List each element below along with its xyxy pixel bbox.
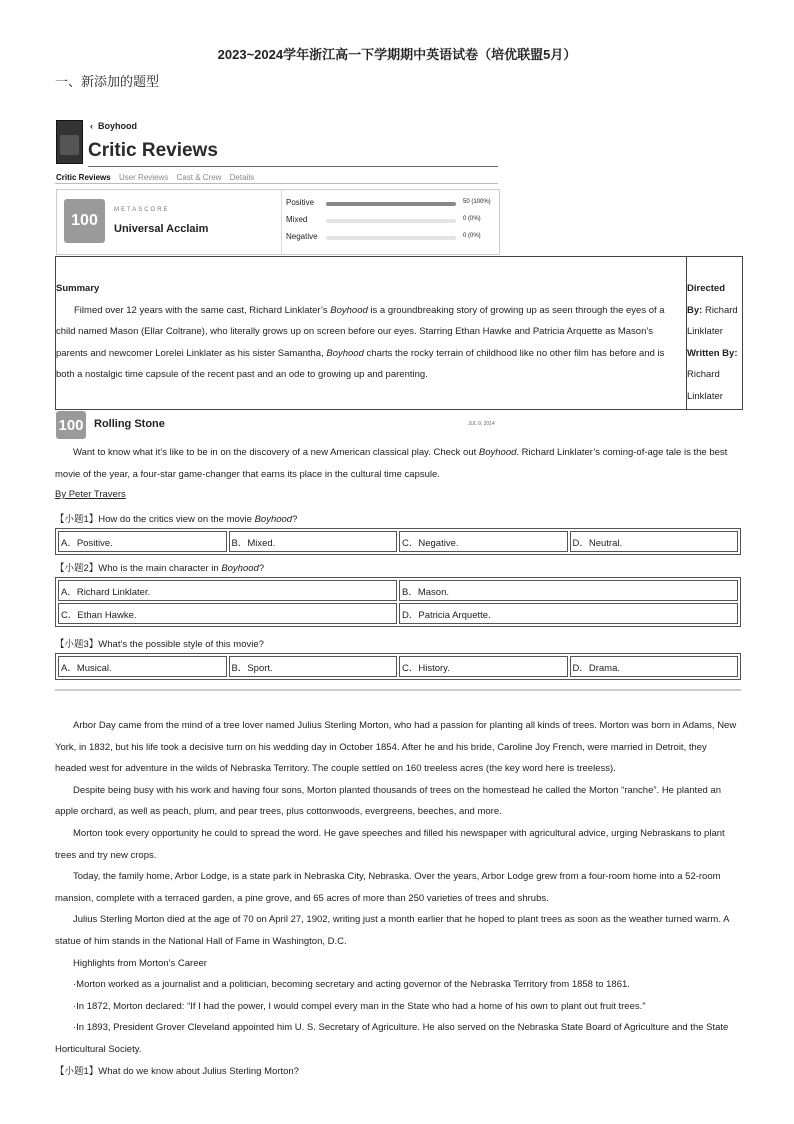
question-2-options (55, 577, 741, 627)
review-text: Want to know what it’s like to be in on the discovery of a new American classical play. Check out Boyhood. Richard Linklater’s coming-of-age tale is the best movie of the year, a four-star game-changer that earns its place in the cultural time capsule. (55, 447, 728, 480)
option-a[interactable]: A．Positive. (58, 531, 227, 552)
arbor-day-article (55, 715, 741, 1082)
negative-label: Negative (286, 232, 318, 241)
movie-poster (56, 120, 83, 164)
review-author-link[interactable]: By Peter Travers (55, 489, 126, 500)
option-a[interactable]: A．Richard Linklater. (58, 580, 397, 601)
option-c[interactable]: C．Ethan Hawke. (58, 603, 397, 624)
article-paragraph: Today, the family home, Arbor Lodge, is a state park in Nebraska City, Nebraska. Over the years, Arbor Lodge grew from a four-room home into a 52-room mansion, complete with a terraced garden, a pine grove, and 65 acres of more than 250 varieties of trees and shrubs. (55, 871, 721, 904)
tab-details[interactable]: Details (229, 173, 255, 182)
positive-bar (326, 202, 456, 206)
review-source[interactable]: Rolling Stone (94, 418, 165, 430)
acclaim-label: Universal Acclaim (114, 223, 209, 235)
mixed-bar (326, 219, 456, 223)
tab-critic-reviews[interactable]: Critic Reviews (56, 173, 111, 182)
directed-credit: Directed By: Richard Linklater (687, 283, 738, 337)
option-d[interactable]: D．Drama. (570, 656, 739, 677)
summary-text (56, 278, 684, 386)
option-c[interactable]: C．Negative. (399, 531, 568, 552)
section-heading: 一、新添加的题型 (55, 74, 160, 89)
summary-heading: Summary (56, 283, 100, 294)
option-b[interactable]: B．Sport. (229, 656, 398, 677)
article-paragraph: Despite being busy with his work and having four sons, Morton planted thousands of trees on the homestead he called the Morton “ranche”. He planted an apple orchard, as well as peach, plum, and pear trees, plus cottonwoods, evergreens, beeches, and more. (55, 784, 721, 818)
question-1-options (55, 528, 741, 555)
mixed-label: Mixed (286, 215, 308, 224)
tab-user-reviews[interactable]: User Reviews (118, 173, 169, 182)
metascore-badge: 100 (64, 199, 105, 243)
back-link[interactable] (90, 121, 137, 131)
positive-label: Positive (286, 198, 315, 207)
tab-cast-crew[interactable]: Cast & Crew (176, 173, 222, 182)
critic-reviews-title: Critic Reviews (88, 140, 218, 161)
section-separator (55, 689, 741, 691)
back-link-label: Boyhood (98, 121, 138, 131)
article-bullet: ·In 1872, Morton declared: “If I had the power, I would compel every man in the State who had a home of his own to plant out fruit trees.” (73, 1000, 646, 1012)
negative-bar (326, 236, 456, 240)
option-a[interactable]: A．Musical. (58, 656, 227, 677)
mixed-count: 0 (0%) (463, 216, 481, 222)
article-subheading: Highlights from Morton’s Career (73, 957, 207, 969)
metascore-label: METASCORE (114, 207, 170, 213)
question-3: 【小题3】What’s the possible style of this movie? (55, 639, 264, 650)
divider (88, 166, 498, 167)
divider (281, 189, 282, 254)
review-tabs (56, 173, 260, 182)
option-d[interactable]: D．Neutral. (570, 531, 739, 552)
article-paragraph: Julius Sterling Morton died at the age of 70 on April 27, 1902, writing just a month earlier that he hoped to plant trees as soon as the weather turned warm. A statue of him stands in the National Hall of Fame in Washington, D.C. (55, 914, 729, 947)
article-question-1: 【小题1】What do we know about Julius Sterling Morton? (55, 1065, 299, 1077)
chevron-left-icon: ‹ (90, 121, 93, 131)
positive-bar-fill (326, 202, 456, 206)
article-paragraph: Morton took every opportunity he could to spread the word. He gave speeches and filled his newspaper with agricultural advice, urging Nebraskans to plant trees and try new crops. (55, 827, 725, 861)
divider (55, 183, 498, 184)
page-title: 2023~2024学年浙江高一下学期期中英语试卷（培优联盟5月） (217, 47, 577, 62)
written-credit: Written By: Richard Linklater (687, 347, 738, 402)
question-1: 【小题1】How do the critics view on the movie Boyhood? (55, 514, 298, 525)
option-b[interactable]: B．Mixed. (229, 531, 398, 552)
option-d[interactable]: D．Patricia Arquette. (399, 603, 738, 624)
summary-paragraph: Filmed over 12 years with the same cast, Richard Linklater’s Boyhood is a groundbreaking story of growing up as seen through the eyes of a child named Mason (Ellar Coltrane), who literally grows up on screen before our eyes. Starring Ethan Hawke and Patricia Arquette as Mason’s parents and newcomer Lorelei Linklater as his sister Samantha, Boyhood charts the rocky terrain of childhood like no other film has before and is both a nostalgic time capsule of the recent past and an ode to growing up and parenting. (56, 304, 665, 380)
option-c[interactable]: C．History. (399, 656, 568, 677)
article-paragraph: Arbor Day came from the mind of a tree lover named Julius Sterling Morton, who had a passion for planting all kinds of trees. Morton was born in Adams, New York, in 1832, but his life took a decisive turn on his wedding day in October 1854. After he and his bride, Caroline Joy French, were married in Detroit, they headed west for adventure in the wilds of Nebraska Territory. The couple settled on 160 treeless acres (the key word here is treeless). (55, 720, 737, 775)
review-date: JUL 9, 2014 (468, 421, 495, 427)
article-bullet: ·Morton worked as a journalist and a politician, becoming secretary and acting governor of the Nebraska Territory from 1858 to 1861. (73, 979, 630, 991)
negative-count: 0 (0%) (463, 233, 481, 239)
article-bullet: ·In 1893, President Grover Cleveland appointed him U. S. Secretary of Agriculture. He also served on the Nebraska State Board of Agriculture and the State Horticultural Society. (55, 1022, 729, 1055)
credits (687, 278, 741, 407)
review-score-badge: 100 (56, 411, 86, 439)
question-2: 【小题2】Who is the main character in Boyhood? (55, 563, 265, 574)
option-b[interactable]: B．Mason. (399, 580, 738, 601)
positive-count: 50 (100%) (463, 199, 491, 205)
question-3-options (55, 653, 741, 680)
